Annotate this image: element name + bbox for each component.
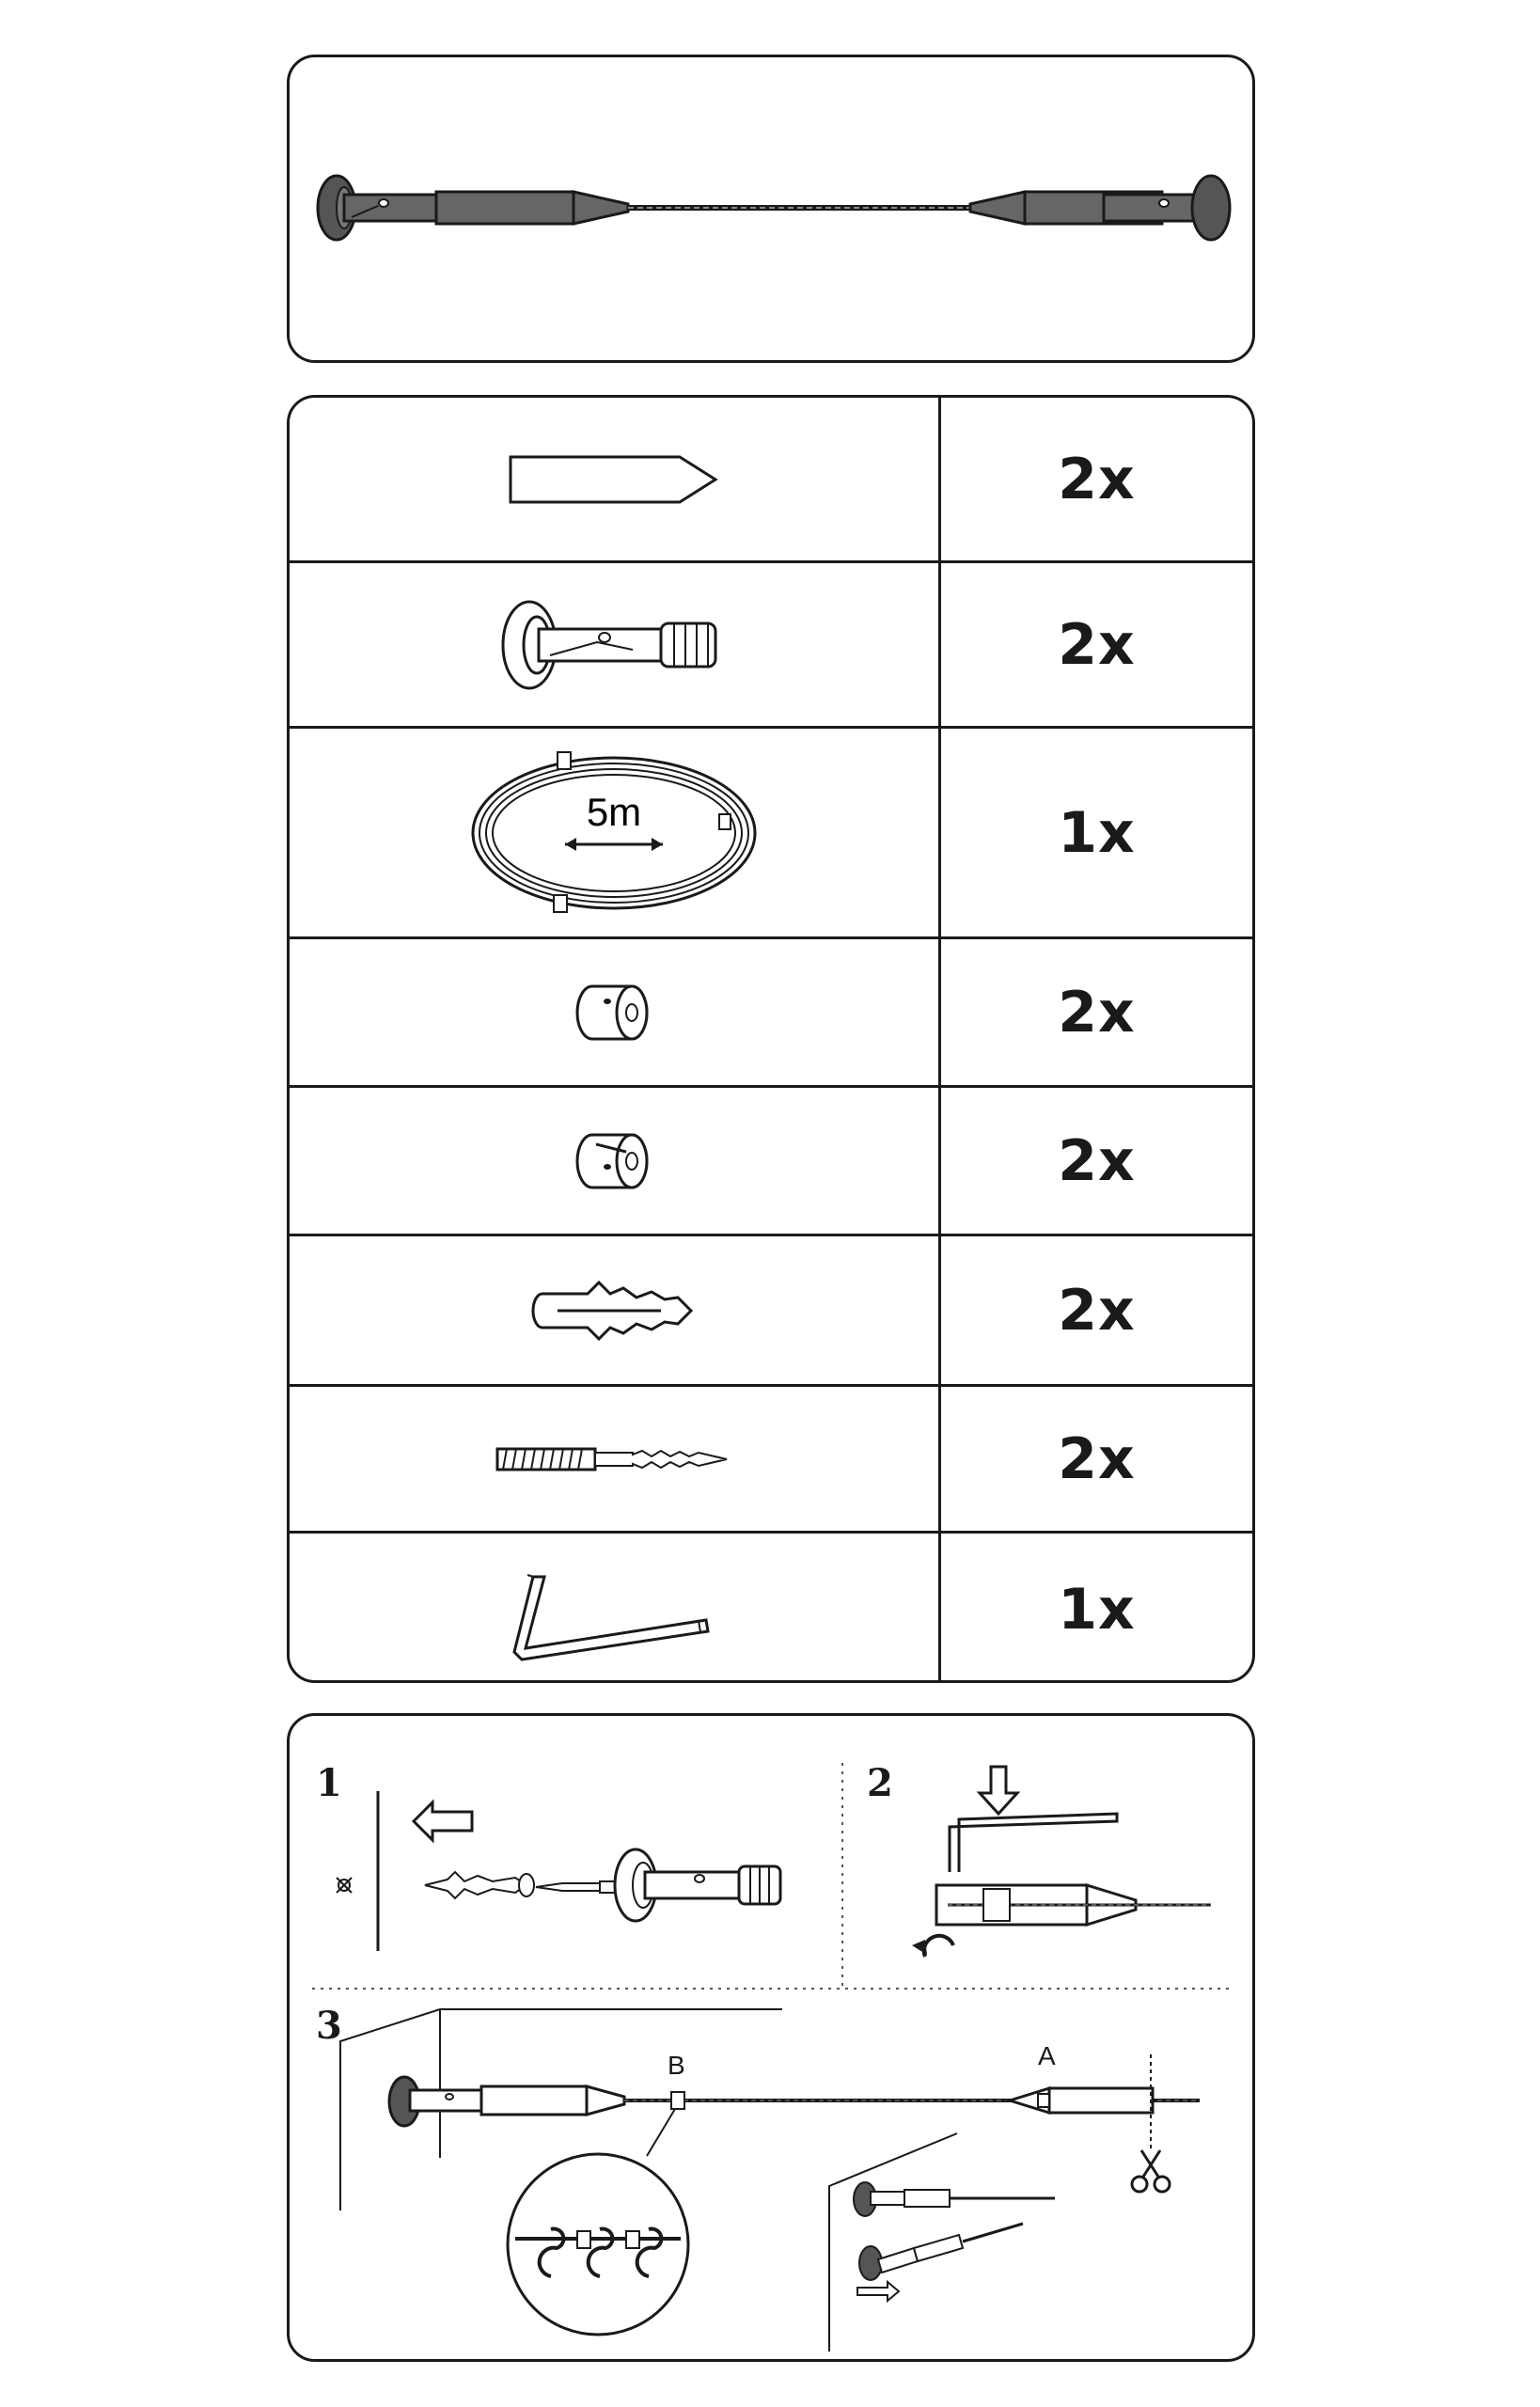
wall-bracket-icon [615, 1849, 780, 1921]
overview-panel [287, 55, 1255, 363]
wire-coil-icon [464, 739, 764, 927]
parts-row [290, 939, 1252, 1088]
quantity-label: 2x [1058, 446, 1136, 512]
rotate-arrowhead [912, 1940, 927, 1955]
zoom-pointer [647, 2109, 675, 2156]
rotate-icon [924, 1936, 953, 1957]
quantity-label: 2x [1058, 979, 1136, 1046]
end-cap-icon [501, 451, 727, 508]
arrow-left-icon [414, 1802, 472, 1840]
parts-list-table [287, 395, 1255, 1683]
drill-mark-icon [337, 1878, 352, 1893]
clip-b [671, 2092, 684, 2109]
label-b: B [668, 2051, 685, 2080]
parts-row [290, 1236, 1252, 1387]
parts-row [290, 1088, 1252, 1236]
quantity-label: 2x [1058, 1425, 1136, 1492]
wall-bracket-picture [290, 563, 941, 726]
step-number: 1 [316, 1761, 342, 1805]
parts-row [290, 398, 1252, 563]
tensioner-icon [1010, 2088, 1153, 2113]
hex-key-icon [950, 1814, 1117, 1872]
parts-row [290, 1534, 1252, 1683]
step-number: 2 [867, 1761, 893, 1805]
hex-key-icon [501, 1558, 727, 1661]
parts-row [290, 1387, 1252, 1534]
slotted-clip-icon [572, 1124, 656, 1199]
arrow-down-icon [980, 1767, 1017, 1814]
quantity-label: 1x [1058, 1577, 1136, 1643]
quantity-label: 2x [1058, 611, 1136, 678]
end-cap-picture [290, 398, 941, 560]
screw-icon [536, 1881, 622, 1893]
wall-bracket-icon [492, 593, 736, 697]
screw-icon [492, 1436, 736, 1483]
installation-steps-panel [287, 1713, 1255, 2362]
scissors-icon [1132, 2150, 1170, 2192]
hex-key-picture [290, 1534, 941, 1683]
wall-bracket-icon [389, 2077, 624, 2126]
inset-bracket-icon [854, 2182, 1055, 2216]
wall-plug-icon [520, 1273, 708, 1348]
clamp-sleeve-icon [572, 975, 656, 1050]
parts-row [290, 563, 1252, 729]
tensioner-icon [936, 1885, 1211, 1925]
parts-row [290, 729, 1252, 939]
wire-length-label: 5m [586, 789, 642, 834]
screw-picture [290, 1387, 941, 1531]
wall-plug-picture [290, 1236, 941, 1384]
label-a: A [1038, 2041, 1056, 2070]
slotted-clip-picture [290, 1088, 941, 1234]
wall-plug-icon [425, 1872, 534, 1898]
quantity-label: 2x [1058, 1127, 1136, 1194]
step-number: 3 [316, 2004, 342, 2048]
steps-illustration [290, 1716, 1252, 2359]
quantity-label: 1x [1058, 799, 1136, 866]
wire-coil-picture [290, 729, 941, 936]
assembled-wire-illustration [290, 57, 1252, 360]
quantity-label: 2x [1058, 1277, 1136, 1344]
inset-bracket-rotated-icon [857, 2224, 1023, 2301]
clamp-sleeve-picture [290, 939, 941, 1085]
